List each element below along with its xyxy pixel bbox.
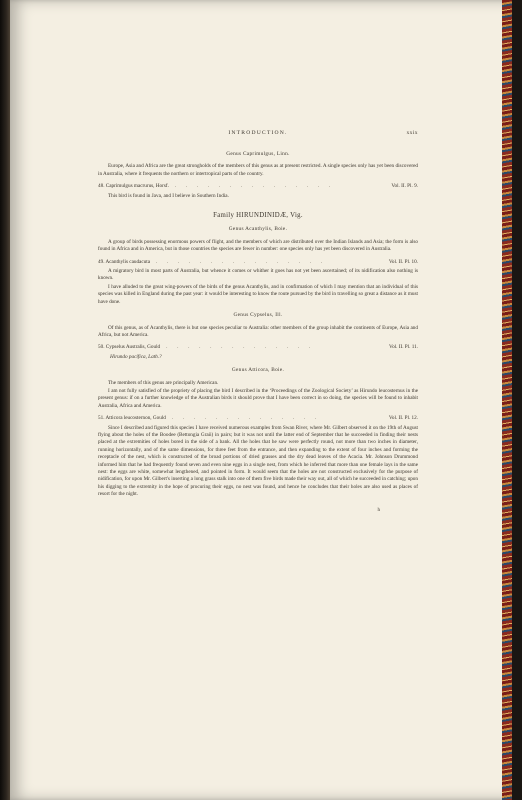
paragraph: Europe, Asia and Africa are the great strongholds of the members of this genus as at present restricted. A single species only has yet been discovered in Australia, where it frequents the northern or intertropical parts of the country. xyxy=(98,163,418,177)
plate-reference: Vol. II. Pl. 9. xyxy=(391,183,418,190)
species-name: 50. Cypselus Australis, Gould xyxy=(98,344,161,351)
paragraph: I am not fully satisfied of the propriety of placing the bird I described in the ‘Proceedings of the Zoological Society’ as Hirundo leucosternus in the present genus: if on a further knowledge of the Australian birds it should prove that I have been correct in so doing, the species will be found to inhabit Australia, Africa and America. xyxy=(98,387,418,409)
plate-reference: Vol. II. Pl. 11. xyxy=(389,344,418,351)
plate-reference: Vol. II. Pl. 10. xyxy=(388,258,418,265)
genus-heading-acanthylis: Genus Acanthylis, Boie. xyxy=(228,226,288,233)
leader-dots: . . . . . . . . . . . . . . . xyxy=(174,183,335,190)
species-entry-48 xyxy=(98,183,418,190)
species-name: 48. Caprimulgus macrurus, Horsf. xyxy=(98,183,169,190)
species-name: 49. Acanthylis caudacuta xyxy=(98,258,151,265)
species-entry-50 xyxy=(98,344,418,351)
paragraph: A group of birds possessing enormous powers of flight, and the members of which are distributed over the Indian Islands and Asia; the form is also found in Africa and in America, but in those countries the species are fewer in number: one species only has yet been discovered in Australia. xyxy=(98,238,418,253)
genus-heading-caprimulgus: Genus Caprimulgus, Linn. xyxy=(226,151,290,157)
species-entry-51 xyxy=(98,415,418,422)
running-head xyxy=(98,130,418,139)
species-entry-49 xyxy=(98,259,418,266)
page-number: xxix xyxy=(406,130,418,136)
book-page xyxy=(10,0,512,800)
paragraph: This bird is found in Java, and I believe in Southern India. xyxy=(108,192,229,199)
paragraph: Since I described and figured this species I have received numerous examples from Swan River, where Mr. Gilbert observed it on the 19th of August flying about the holes of the Boodee (Bettongia Graii) in pairs; but it was not until the latter end of September that he succeeded in finding their nests placed at the extremities of holes bored in the side of a bank. All the holes that he saw were perfectly round, not more than two inches in diameter, running horizontally, and of the same dimensions, for three feet from the entrance, and then expanding to the extent of four inches and forming the receptacle of the nest, which is constructed of the broad portions of dried grasses and the dry dead leaves of the Acacia. Mr. Johnson Drummond informed him that he had frequently found seven and even nine eggs in a single nest, from which he inferred that more than one female lays in the same nest: the eggs are white, somewhat lengthened, and pointed in form. It would seem that the holes are not constructed exclusively for the purpose of nidification, for upon Mr. Gilbert's inserting a long grass stalk into one of them five birds made their way out, all of which he succeeded in catching; upon his digging to the extremity in the hope of procuring their eggs, no nest was found, and hence he concludes that their holes are also used as places of resort for the night. xyxy=(98,424,418,498)
species-name: 51. Atticora leucosternon, Gould xyxy=(98,415,166,422)
genus-heading-cypselus: Genus Cypselus, Ill. xyxy=(233,312,283,319)
book-spine-edge xyxy=(0,0,10,800)
running-head-title: INTRODUCTION. xyxy=(228,130,288,136)
genus-heading-atticora: Genus Atticora, Boie. xyxy=(231,367,285,374)
page-content xyxy=(98,130,418,514)
family-heading: Family HIRUNDINIDÆ, Vig. xyxy=(213,212,303,220)
paragraph: I have alluded to the great wing-powers of the birds of the genus Acanthylis, and in confirmation of which I may mention that an individual of this species was killed in England during the past year: it would be interesting to know the route pursued by the bird in travelling so great a distance as it must have done. xyxy=(98,283,418,305)
marbled-page-edge xyxy=(502,0,512,800)
paragraph: The members of this genus are principally American. xyxy=(108,379,219,386)
signature-mark: h xyxy=(377,507,380,513)
plate-reference: Vol. II. Pl. 12. xyxy=(388,415,418,422)
leader-dots: . . . . . . . . . . . . . . xyxy=(166,344,315,351)
leader-dots: . . . . . . . . . . . . . . . . xyxy=(156,258,327,265)
paragraph: Of this genus, as of Acanthylis, there is but one species peculiar to Australia: other members of the group inhabit the continents of Europe, Asia and Africa, but not America. xyxy=(98,324,418,338)
leader-dots: . . . . . . . . . . . . . . xyxy=(171,415,321,422)
paragraph: A migratory bird in most parts of Australia, but whence it comes or whither it goes has not yet been ascertained; of its nidification also nothing is known. xyxy=(98,268,418,282)
species-synonym: Hirundo pacifica, Lath.? xyxy=(110,353,162,360)
